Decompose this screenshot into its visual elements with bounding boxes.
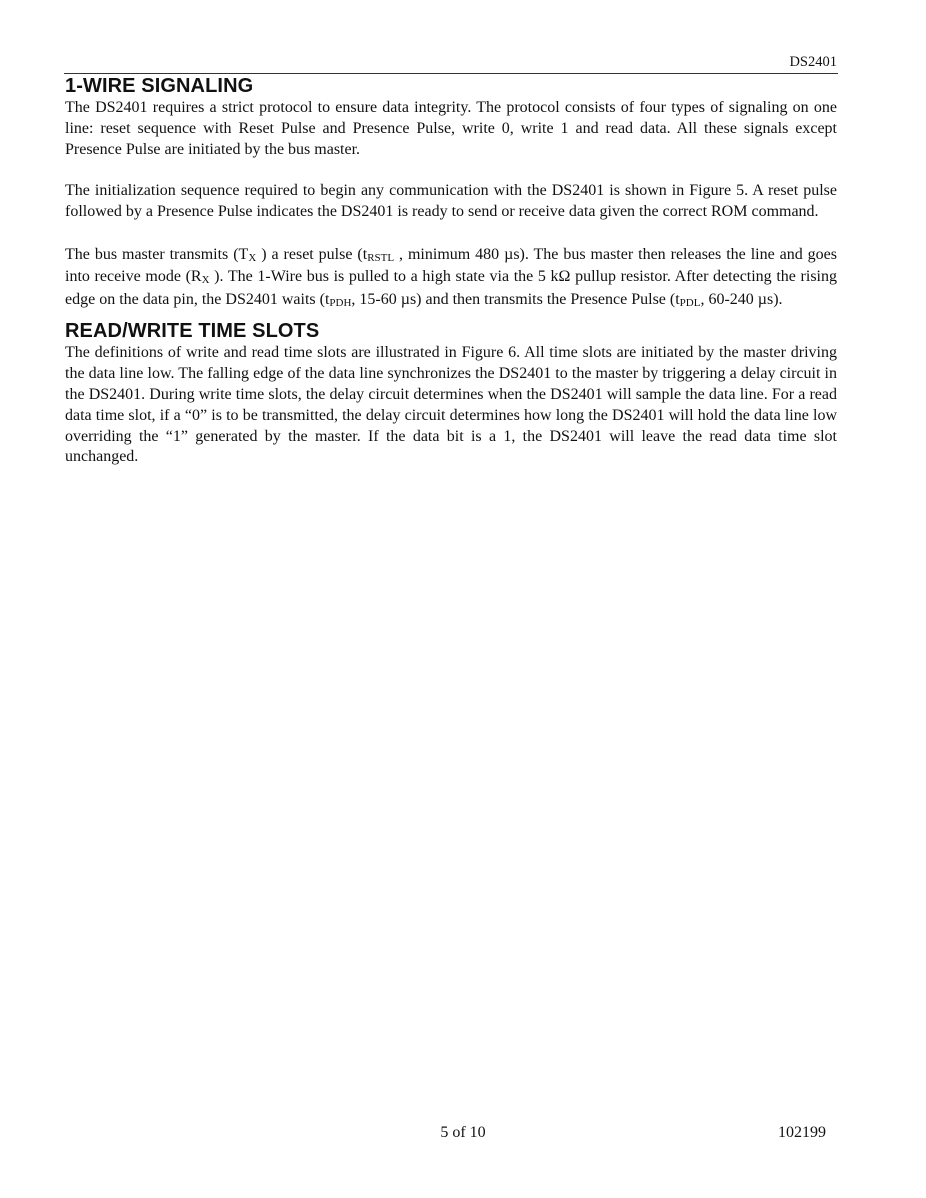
footer-doc-code: 102199: [778, 1124, 826, 1141]
paragraph-time-slots: The definitions of write and read time slots are illustrated in Figure 6. All time slots are initiated by the master driving the data line low. The falling edge of the data line synchronizes the DS2401 to the master by triggering a delay circuit in the DS2401. During write time slots, the delay circuit determines when the DS2401 will sample the data line. For a read data time slot, if a “0” is to be transmitted, the delay circuit determines how long the DS2401 will hold the data line low overriding the “1” generated by the master. If the data bit is a 1, the DS2401 will leave the read data time slot unchanged.: [65, 344, 837, 466]
subscript: X: [201, 274, 210, 287]
timing-text: ). The 1-Wire bus is pulled to a high state via the 5 kΩ pullup resistor. After detecting the rising edge on the data pin, the DS2401 waits (t: [65, 268, 837, 308]
paragraph-protocol: The DS2401 requires a strict protocol to ensure data integrity. The protocol consists of four types of signaling on one line: reset sequence with Reset Pulse and Presence Pulse, write 0, write 1 and read data. All these signals except Presence Pulse are initiated by the bus master.: [65, 99, 837, 158]
header-part-number: DS2401: [789, 54, 837, 70]
timing-text: ) a reset pulse (t: [256, 245, 368, 263]
timing-text: , minimum 480 µs). The bus master then releases the line and goes into receive mode (R: [65, 245, 838, 286]
section-heading-time-slots: READ/WRITE TIME SLOTS: [65, 320, 320, 343]
subscript: RSTL: [367, 251, 395, 264]
timing-text: , 60-240 µs).: [700, 290, 783, 308]
timing-text: The bus master transmits (T: [65, 245, 249, 263]
paragraph-timing: [65, 244, 837, 312]
page-content: [65, 74, 837, 468]
section-heading-1wire: 1-WIRE SIGNALING: [65, 75, 254, 97]
paragraph-initialization: The initialization sequence required to begin any communication with the DS2401 is shown in Figure 5. A reset pulse followed by a Presence Pulse indicates the DS2401 is ready to send or receive data given the correct ROM command.: [65, 182, 837, 221]
subscript: PDH: [329, 296, 352, 309]
subscript: PDL: [679, 296, 701, 309]
subscript: X: [248, 251, 257, 264]
timing-text: , 15-60 µs) and then transmits the Presence Pulse (t: [351, 290, 680, 308]
footer-page-number: 5 of 10: [440, 1124, 486, 1141]
